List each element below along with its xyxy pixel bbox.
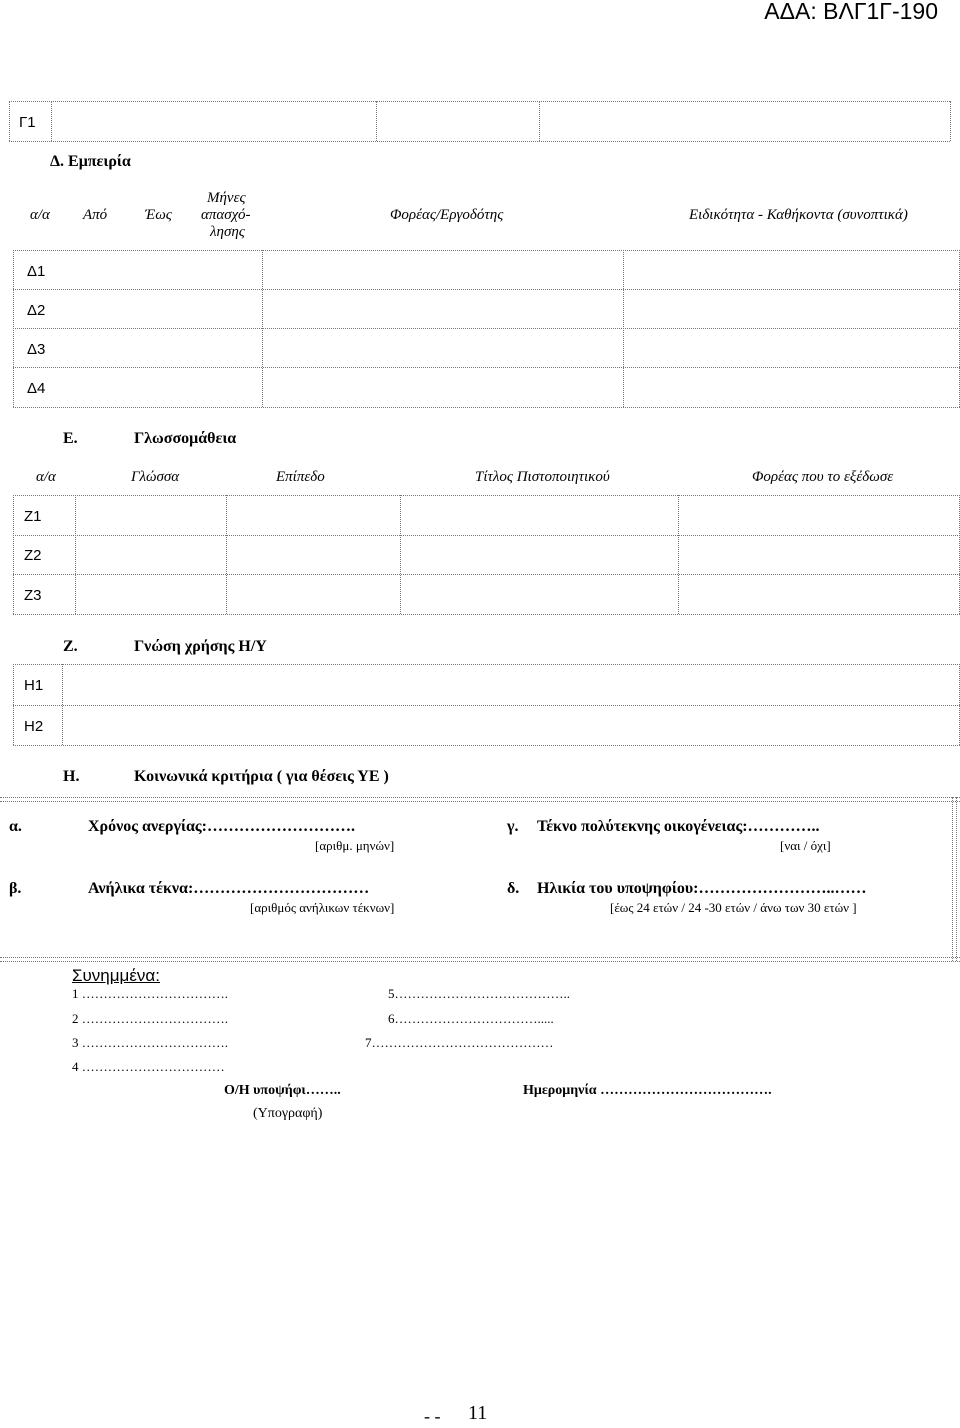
z2-certificate-cell[interactable] bbox=[401, 536, 677, 573]
computer-letter: Ζ. bbox=[63, 638, 78, 655]
g1-cell-2[interactable] bbox=[377, 102, 538, 140]
row-label-d2: Δ2 bbox=[27, 302, 46, 319]
attachment-item-4[interactable]: 4 …………………………… bbox=[72, 1059, 225, 1074]
row-label-z2: Ζ2 bbox=[24, 547, 42, 564]
attachment-item-2[interactable]: 2 ……………………………. bbox=[72, 1011, 228, 1026]
row-label-d1: Δ1 bbox=[27, 263, 46, 280]
computer-title: Γνώση χρήσης Η/Υ bbox=[134, 638, 267, 655]
attachment-item-3[interactable]: 3 ……………………………. bbox=[72, 1035, 228, 1050]
social-b-letter: β. bbox=[9, 880, 22, 897]
applicant-signature-label[interactable]: Ο/Η υποψήφι…….. bbox=[224, 1083, 341, 1098]
z2-issuer-cell[interactable] bbox=[679, 536, 958, 573]
row-label-z3: Ζ3 bbox=[24, 587, 42, 604]
social-d-letter: δ. bbox=[507, 880, 520, 897]
attachments-title: Συνημμένα: bbox=[72, 966, 160, 985]
d1-employer-cell[interactable] bbox=[263, 251, 622, 288]
g1-cell-3[interactable] bbox=[540, 102, 949, 140]
d4-specialty-cell[interactable] bbox=[624, 368, 958, 406]
header-employer: Φορέας/Εργοδότης bbox=[390, 207, 504, 223]
languages-title: Γλωσσομάθεια bbox=[134, 430, 237, 447]
d3-specialty-cell[interactable] bbox=[624, 329, 958, 366]
experience-title: Δ. Εμπειρία bbox=[50, 153, 131, 170]
header-aa: α/α bbox=[30, 207, 50, 223]
signature-hint: (Υπογραφή) bbox=[253, 1106, 323, 1121]
lang-header-level: Επίπεδο bbox=[276, 469, 325, 485]
social-g-hint: [ναι / όχι] bbox=[780, 838, 831, 853]
header-from: Από bbox=[83, 207, 108, 223]
social-a-hint: [αριθμ. μηνών] bbox=[315, 838, 395, 853]
social-g-label[interactable]: Τέκνο πολύτεκνης οικογένειας:………….. bbox=[537, 818, 820, 835]
z3-issuer-cell[interactable] bbox=[679, 575, 958, 613]
row-label-d3: Δ3 bbox=[27, 341, 46, 358]
z2-level-cell[interactable] bbox=[227, 536, 399, 573]
z1-issuer-cell[interactable] bbox=[679, 496, 958, 534]
h1-cell[interactable] bbox=[63, 665, 958, 704]
h2-cell[interactable] bbox=[63, 706, 958, 744]
social-g-letter: γ. bbox=[507, 818, 519, 835]
z3-level-cell[interactable] bbox=[227, 575, 399, 613]
header-specialty: Ειδικότητα - Καθήκοντα (συνοπτικά) bbox=[689, 207, 908, 223]
social-a-letter: α. bbox=[9, 818, 22, 835]
social-d-label[interactable]: Ηλικία του υποψηφίου:……………………..…… bbox=[537, 880, 867, 897]
lang-header-language: Γλώσσα bbox=[131, 469, 180, 485]
attachment-item-5[interactable]: 5………………………………….. bbox=[388, 986, 570, 1001]
social-title: Κοινωνικά κριτήρια ( για θέσεις ΥΕ ) bbox=[134, 768, 389, 785]
lang-header-aa: α/α bbox=[36, 469, 56, 485]
z3-language-cell[interactable] bbox=[76, 575, 225, 613]
footer-dashes: - - bbox=[424, 1406, 441, 1426]
attachment-item-1[interactable]: 1 ……………………………. bbox=[72, 986, 228, 1001]
date-label[interactable]: Ημερομηνία ………………………………. bbox=[523, 1083, 772, 1098]
d2-employer-cell[interactable] bbox=[263, 290, 622, 327]
social-b-label[interactable]: Ανήλικα τέκνα:…………………………… bbox=[88, 880, 370, 897]
d1-specialty-cell[interactable] bbox=[624, 251, 958, 288]
social-d-hint: [έως 24 ετών / 24 -30 ετών / άνω των 30 ετών ] bbox=[610, 900, 857, 915]
z1-language-cell[interactable] bbox=[76, 496, 225, 534]
attachment-item-7[interactable]: 7…………………………………… bbox=[365, 1035, 554, 1050]
row-label-z1: Ζ1 bbox=[24, 508, 42, 525]
header-months-1: Μήνες bbox=[207, 190, 246, 206]
header-months-2: απασχό- bbox=[201, 207, 251, 223]
header-months-3: λησης bbox=[210, 224, 245, 240]
d3-employer-cell[interactable] bbox=[263, 329, 622, 366]
page-number: 11 bbox=[468, 1402, 488, 1424]
attachment-item-6[interactable]: 6……………………………..... bbox=[388, 1011, 554, 1026]
row-label-d4: Δ4 bbox=[27, 380, 46, 397]
social-letter: Η. bbox=[63, 768, 80, 785]
d4-employer-cell[interactable] bbox=[263, 368, 622, 406]
ada-code: ΑΔΑ: ΒΛΓ1Γ-190 bbox=[764, 0, 938, 24]
social-a-label[interactable]: Χρόνος ανεργίας:………………………. bbox=[88, 818, 355, 835]
row-label-h1: Η1 bbox=[24, 677, 44, 694]
lang-header-certificate: Τίτλος Πιστοποιητικού bbox=[475, 469, 610, 485]
row-label-h2: Η2 bbox=[24, 718, 44, 735]
header-to: Έως bbox=[145, 207, 172, 223]
d2-specialty-cell[interactable] bbox=[624, 290, 958, 327]
row-label-g1: Γ1 bbox=[19, 114, 36, 131]
social-b-hint: [αριθμός ανήλικων τέκνων] bbox=[250, 900, 395, 915]
z1-level-cell[interactable] bbox=[227, 496, 399, 534]
g1-cell-1[interactable] bbox=[52, 102, 375, 140]
z1-certificate-cell[interactable] bbox=[401, 496, 677, 534]
z3-certificate-cell[interactable] bbox=[401, 575, 677, 613]
z2-language-cell[interactable] bbox=[76, 536, 225, 573]
lang-header-issuer: Φορέας που το εξέδωσε bbox=[752, 469, 894, 485]
languages-letter: Ε. bbox=[63, 430, 78, 447]
